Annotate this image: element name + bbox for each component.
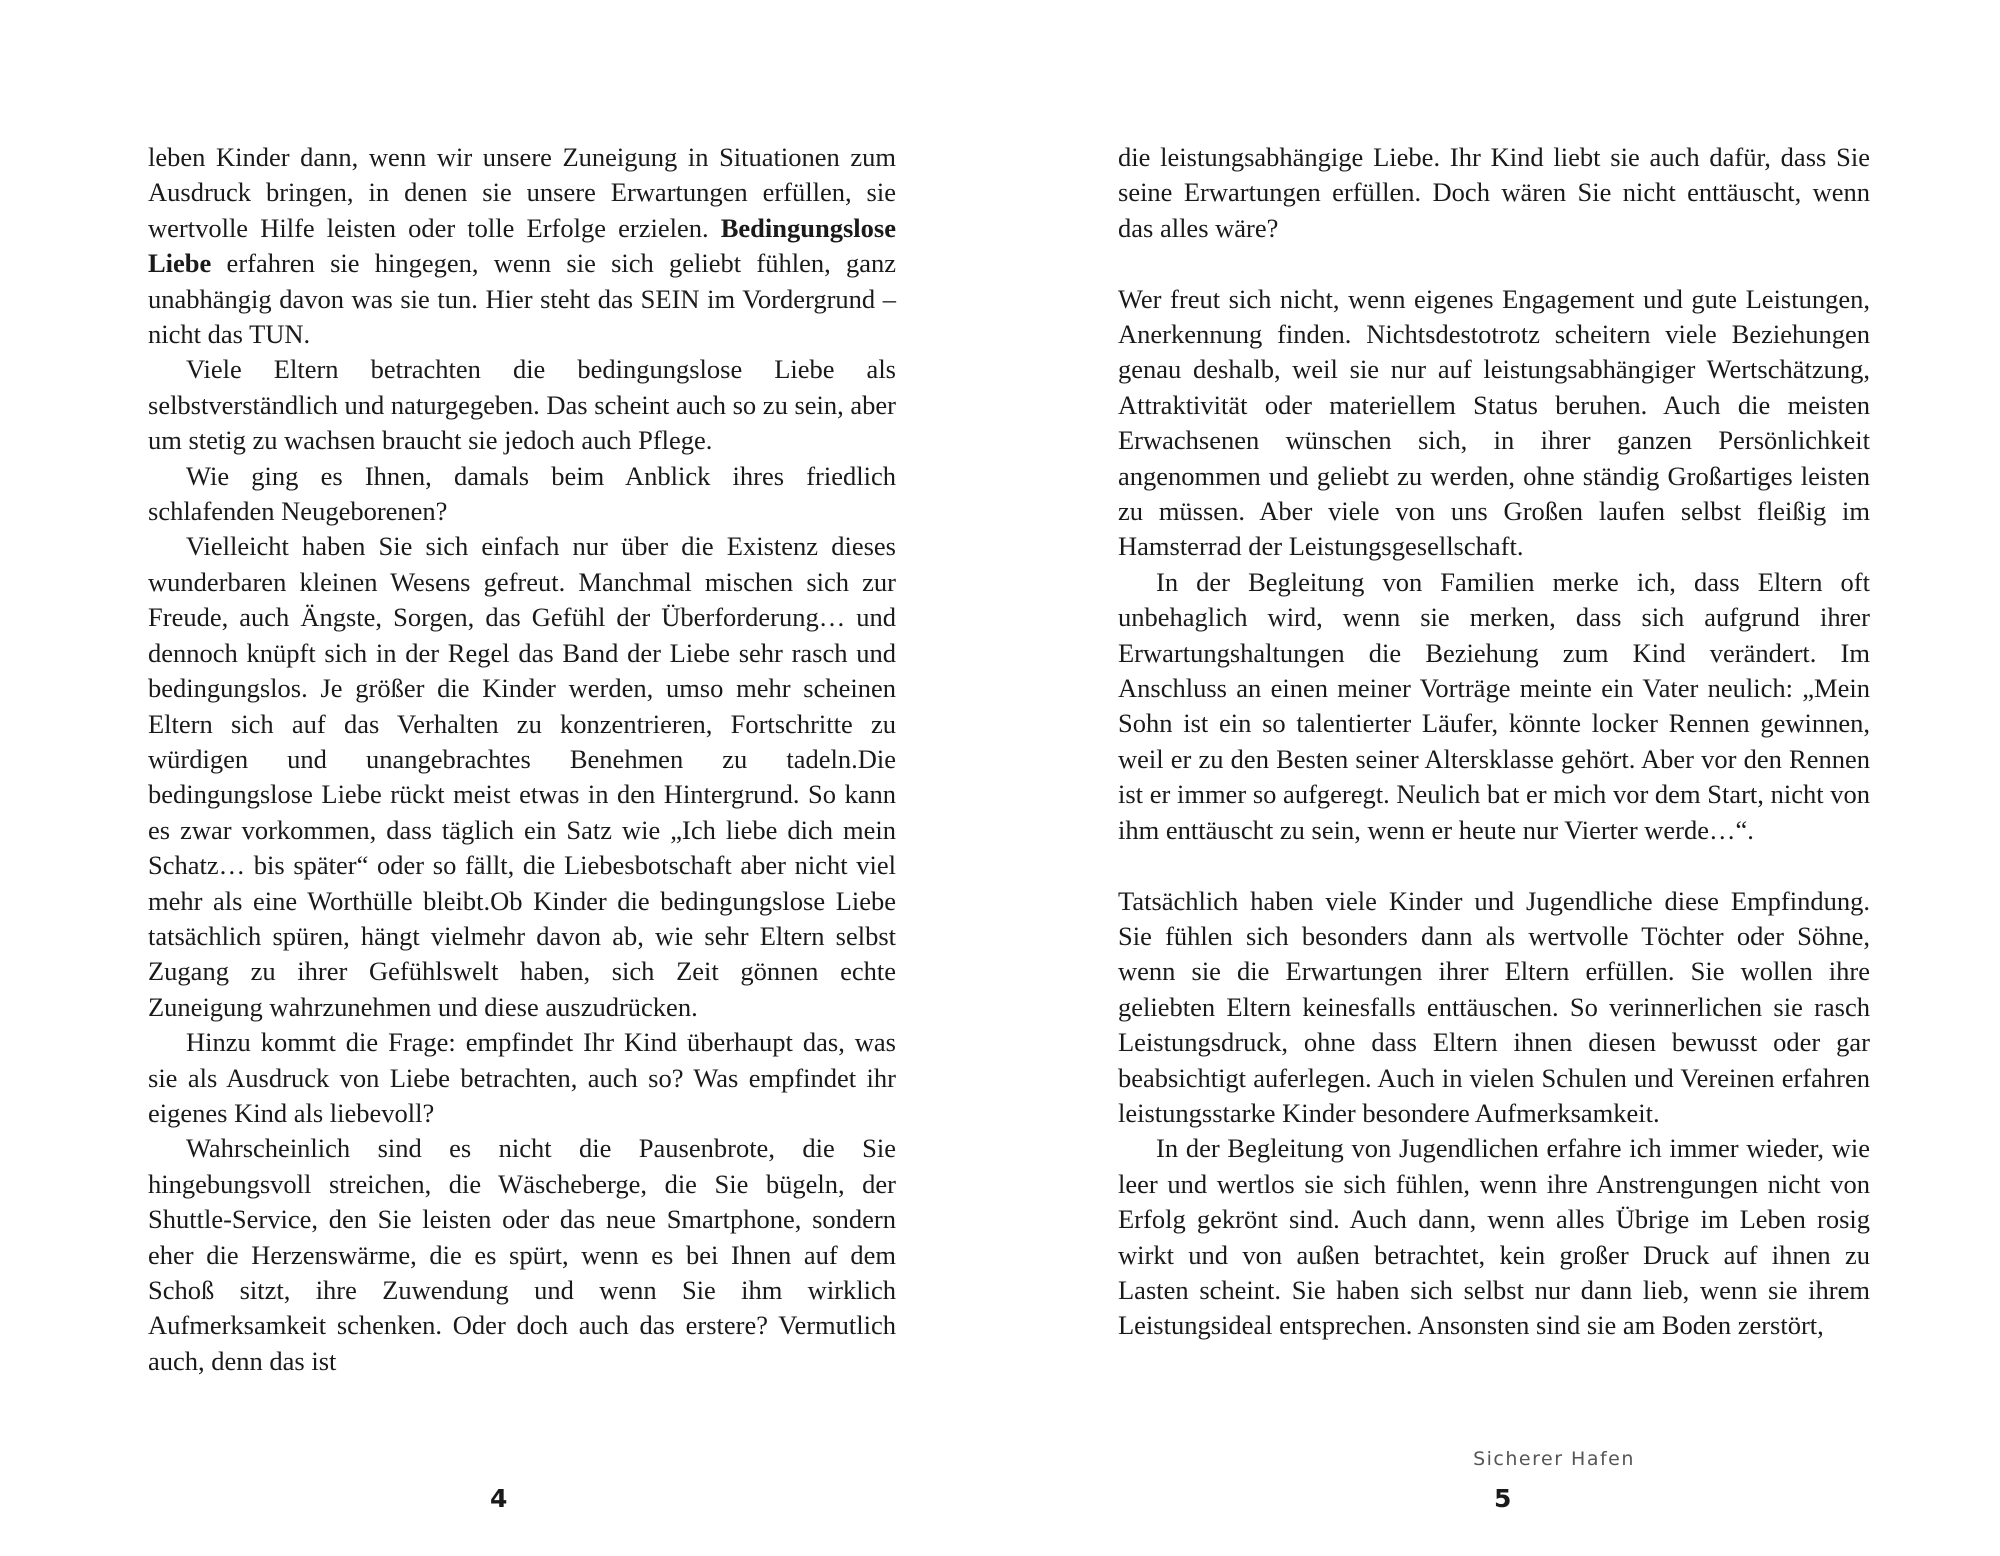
paragraph-text: erfahren sie hingegen, wenn sie sich geliebt fühlen, ganz unabhängig davon was sie tun. Hier steht das SEIN im Vordergrund – nicht das TUN. bbox=[148, 248, 896, 350]
paragraph: Tatsächlich haben viele Kinder und Jugendliche diese Empfindung. Sie fühlen sich besonders dann als wertvolle Töchter oder Söhne, wenn sie die Erwartungen ihrer Eltern erfüllen. Sie wollen ihre geliebten Eltern keinesfalls enttäuschen. So verinnerlichen sie rasch Leistungsdruck, ohne dass Eltern ihnen diesen bewusst oder gar beabsichtigt auferlegen. Auch in vielen Schulen und Vereinen erfahren leistungsstarke Kinder besondere Aufmerksamkeit. bbox=[1118, 885, 1870, 1128]
running-head: Sicherer Hafen bbox=[1473, 1448, 1635, 1470]
paragraph: Wie ging es Ihnen, damals beim Anblick ihres friedlich schlafenden Neugeborenen? bbox=[148, 460, 896, 527]
page-number: 5 bbox=[1494, 1484, 1512, 1513]
paragraph bbox=[148, 140, 896, 352]
paragraph: Viele Eltern betrachten die bedingungslose Liebe als selbstverständlich und naturgegeben. Das scheint auch so zu sein, aber um stetig zu wachsen braucht sie jedoch auch Pflege. bbox=[148, 354, 896, 456]
right-page bbox=[1000, 0, 2000, 1556]
page-number: 4 bbox=[490, 1484, 508, 1513]
paragraph: Wahrscheinlich sind es nicht die Pausenbrote, die Sie hingebungsvoll streichen, die Wäscheberge, die Sie bügeln, der Shuttle-Service, den Sie leisten oder das neue Smartphone, sondern eher die Herzenswärme, die es spürt, wenn es bei Ihnen auf dem Schoß sitzt, ihre Zuwendung und wenn Sie ihm wirklich Aufmerksamkeit schenken. Oder doch auch das erstere? Vermutlich auch, denn das ist bbox=[148, 1133, 896, 1376]
paragraph: Wer freut sich nicht, wenn eigenes Engagement und gute Leistungen, Anerkennung finden. Nichtsdestotrotz scheitern viele Beziehungen genau deshalb, weil sie nur auf leistungsabhängiger Wertschätzung, Attraktivität oder materiellem Status beruhen. Auch die meisten Erwachsenen wünschen sich, in ihrer ganzen Persönlichkeit angenommen und geliebt zu werden, ohne ständig Großartiges leisten zu müssen. Aber viele von uns Großen laufen selbst fleißig im Hamsterrad der Leistungsgesellschaft. bbox=[1118, 283, 1870, 562]
left-page-body bbox=[148, 140, 896, 1379]
right-page-body bbox=[1118, 140, 1870, 1344]
paragraph-text: leben Kinder dann, wenn wir unsere Zuneigung in Situationen zum Ausdruck bringen, in denen sie unsere Erwartungen erfüllen, sie wertvolle Hilfe leisten oder tolle Erfolge erzielen. bbox=[148, 142, 896, 243]
paragraph: In der Begleitung von Familien merke ich, dass Eltern oft unbehaglich wird, wenn sie merken, dass sich aufgrund ihrer Erwartungshaltungen die Beziehung zum Kind verändert. Im Anschluss an einen meiner Vorträge meinte ein Vater neulich: „Mein Sohn ist ein so talentierter Läufer, könnte locker Rennen gewinnen, weil er zu den Besten seiner Altersklasse gehört. Aber vor den Rennen ist er immer so aufgeregt. Neulich bat er mich vor dem Start, nicht von ihm enttäuscht zu sein, wenn er heute nur Vierter werde…“. bbox=[1118, 566, 1870, 845]
paragraph: Vielleicht haben Sie sich einfach nur über die Existenz dieses wunderbaren kleinen Wesens gefreut. Manchmal mischen sich zur Freude, auch Ängste, Sorgen, das Gefühl der Überforderung… und dennoch knüpft sich in der Regel das Band der Liebe sehr rasch und bedingungslos. Je größer die Kinder werden, umso mehr scheinen Eltern sich auf das Verhalten zu konzentrieren, Fortschritte zu würdigen und unangebrachtes Benehmen zu tadeln.Die bedingungslose Liebe rückt meist etwas in den Hintergrund. So kann es zwar vorkommen, dass täglich ein Satz wie „Ich liebe dich mein Schatz… bis später“ oder so fällt, die Liebesbotschaft aber nicht viel mehr als eine Worthülle bleibt.Ob Kinder die bedingungslose Liebe tatsächlich spüren, hängt vielmehr davon ab, wie sehr Eltern selbst Zugang zu ihrer Gefühlswelt haben, sich Zeit gönnen echte Zuneigung wahrzunehmen und diese auszudrücken. bbox=[148, 531, 896, 1022]
paragraph: Hinzu kommt die Frage: empfindet Ihr Kind überhaupt das, was sie als Ausdruck von Liebe betrachten, auch so? Was empfindet ihr eigenes Kind als liebevoll? bbox=[148, 1027, 896, 1128]
paragraph: die leistungsabhängige Liebe. Ihr Kind liebt sie auch dafür, dass Sie seine Erwartungen erfüllen. Doch wären Sie nicht enttäuscht, wenn das alles wäre? bbox=[1118, 142, 1870, 243]
bold-term: Bedingungslose Liebe bbox=[148, 212, 896, 279]
paragraph: In der Begleitung von Jugendlichen erfahre ich immer wieder, wie leer und wertlos sie sich fühlen, wenn ihre Anstrengungen nicht von Erfolg gekrönt sind. Auch dann, wenn alles Übrige im Leben rosig wirkt und von außen betrachtet, kein großer Druck auf ihnen zu Lasten scheint. Sie haben sich selbst nur dann lieb, wenn sie ihrem Leistungsideal entsprechen. Ansonsten sind sie am Boden zerstört, bbox=[1118, 1133, 1870, 1341]
